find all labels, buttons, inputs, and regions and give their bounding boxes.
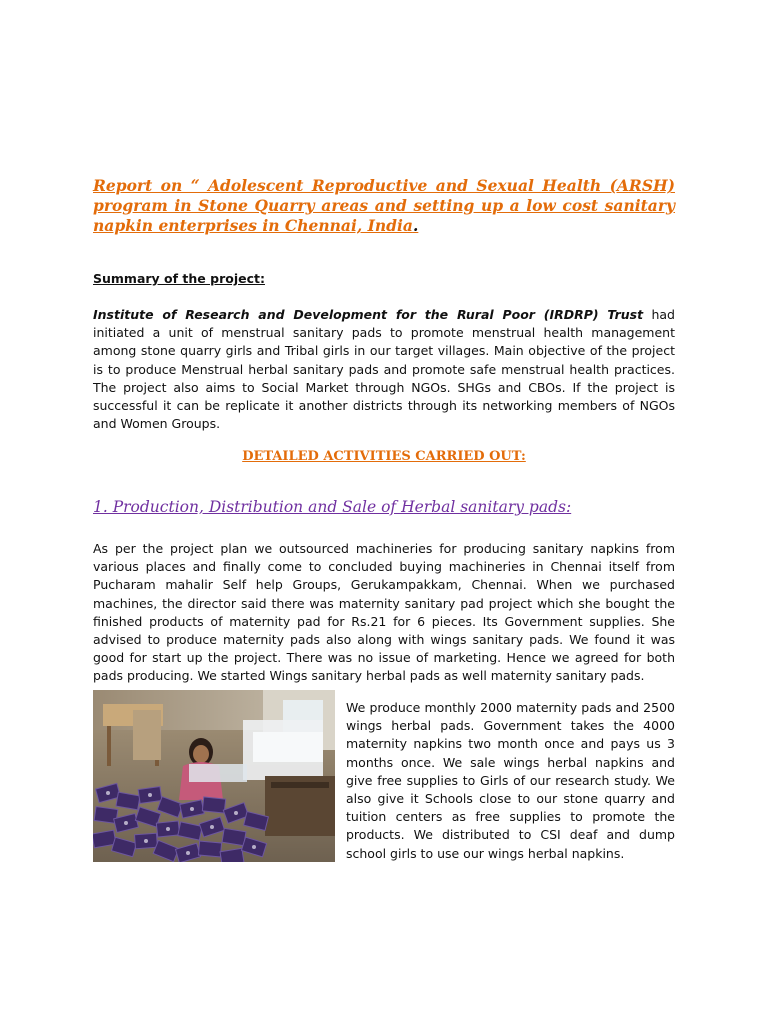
report-title <box>93 176 675 236</box>
summary-heading: Summary of the project: <box>93 271 265 286</box>
section-heading-production: 1. Production, Distribution and Sale of Herbal sanitary pads: <box>93 498 572 516</box>
summary-paragraph <box>93 306 675 433</box>
production-side-paragraph: We produce monthly 2000 maternity pads and 2500 wings herbal pads. Government takes the 4000 maternity napkins two month once and pays us 3 months once. We sale wings herbal napkins and give free supplies to Girls of our research study. We also give it Schools close to our stone quarry and tuition centers as free supplies to promote the products. We distributed to CSI deaf and dump school girls to use our wings herbal napkins. <box>346 700 675 861</box>
summary-text: had initiated a unit of menstrual sanitary pads to promote menstrual health management among stone quarry girls and Tribal girls in our target villages. Main objective of the project is to produce Menstrual herbal sanitary pads and promote safe menstrual health practices. The project also aims to Social Market through NGOs. SHGs and CBOs. If the project is successful it can be replicate it another districts through its networking members of NGOs and Women Groups. <box>93 307 675 432</box>
report-title-end: . <box>412 216 419 235</box>
report-title-text: Report on “ Adolescent Reproductive and Sexual Health (ARSH) program in Stone Quarry areas and setting up a low cost sanitary napkin enterprises in Chennai, India <box>93 176 675 235</box>
activities-heading: DETAILED ACTIVITIES CARRIED OUT: <box>242 449 526 464</box>
production-paragraph: As per the project plan we outsourced machineries for producing sanitary napkins from various places and finally come to concluded buying machineries in Chennai itself from Pucharam mahalir Self help Groups, Gerukampakkam, Chennai. When we purchased machines, the director said there was maternity sanitary pad project which she bought the finished products of maternity pad for Rs.21 for 6 pieces. Its Government supplies. She advised to produce maternity pads also along with wings sanitary pads. We found it was good for start up the project. There was no issue of marketing. Hence we agreed for both pads producing. We started Wings sanitary herbal pads as well maternity sanitary pads. <box>93 541 675 684</box>
organization-name: Institute of Research and Development for the Rural Poor (IRDRP) Trust <box>93 307 644 322</box>
production-photo <box>93 690 335 862</box>
